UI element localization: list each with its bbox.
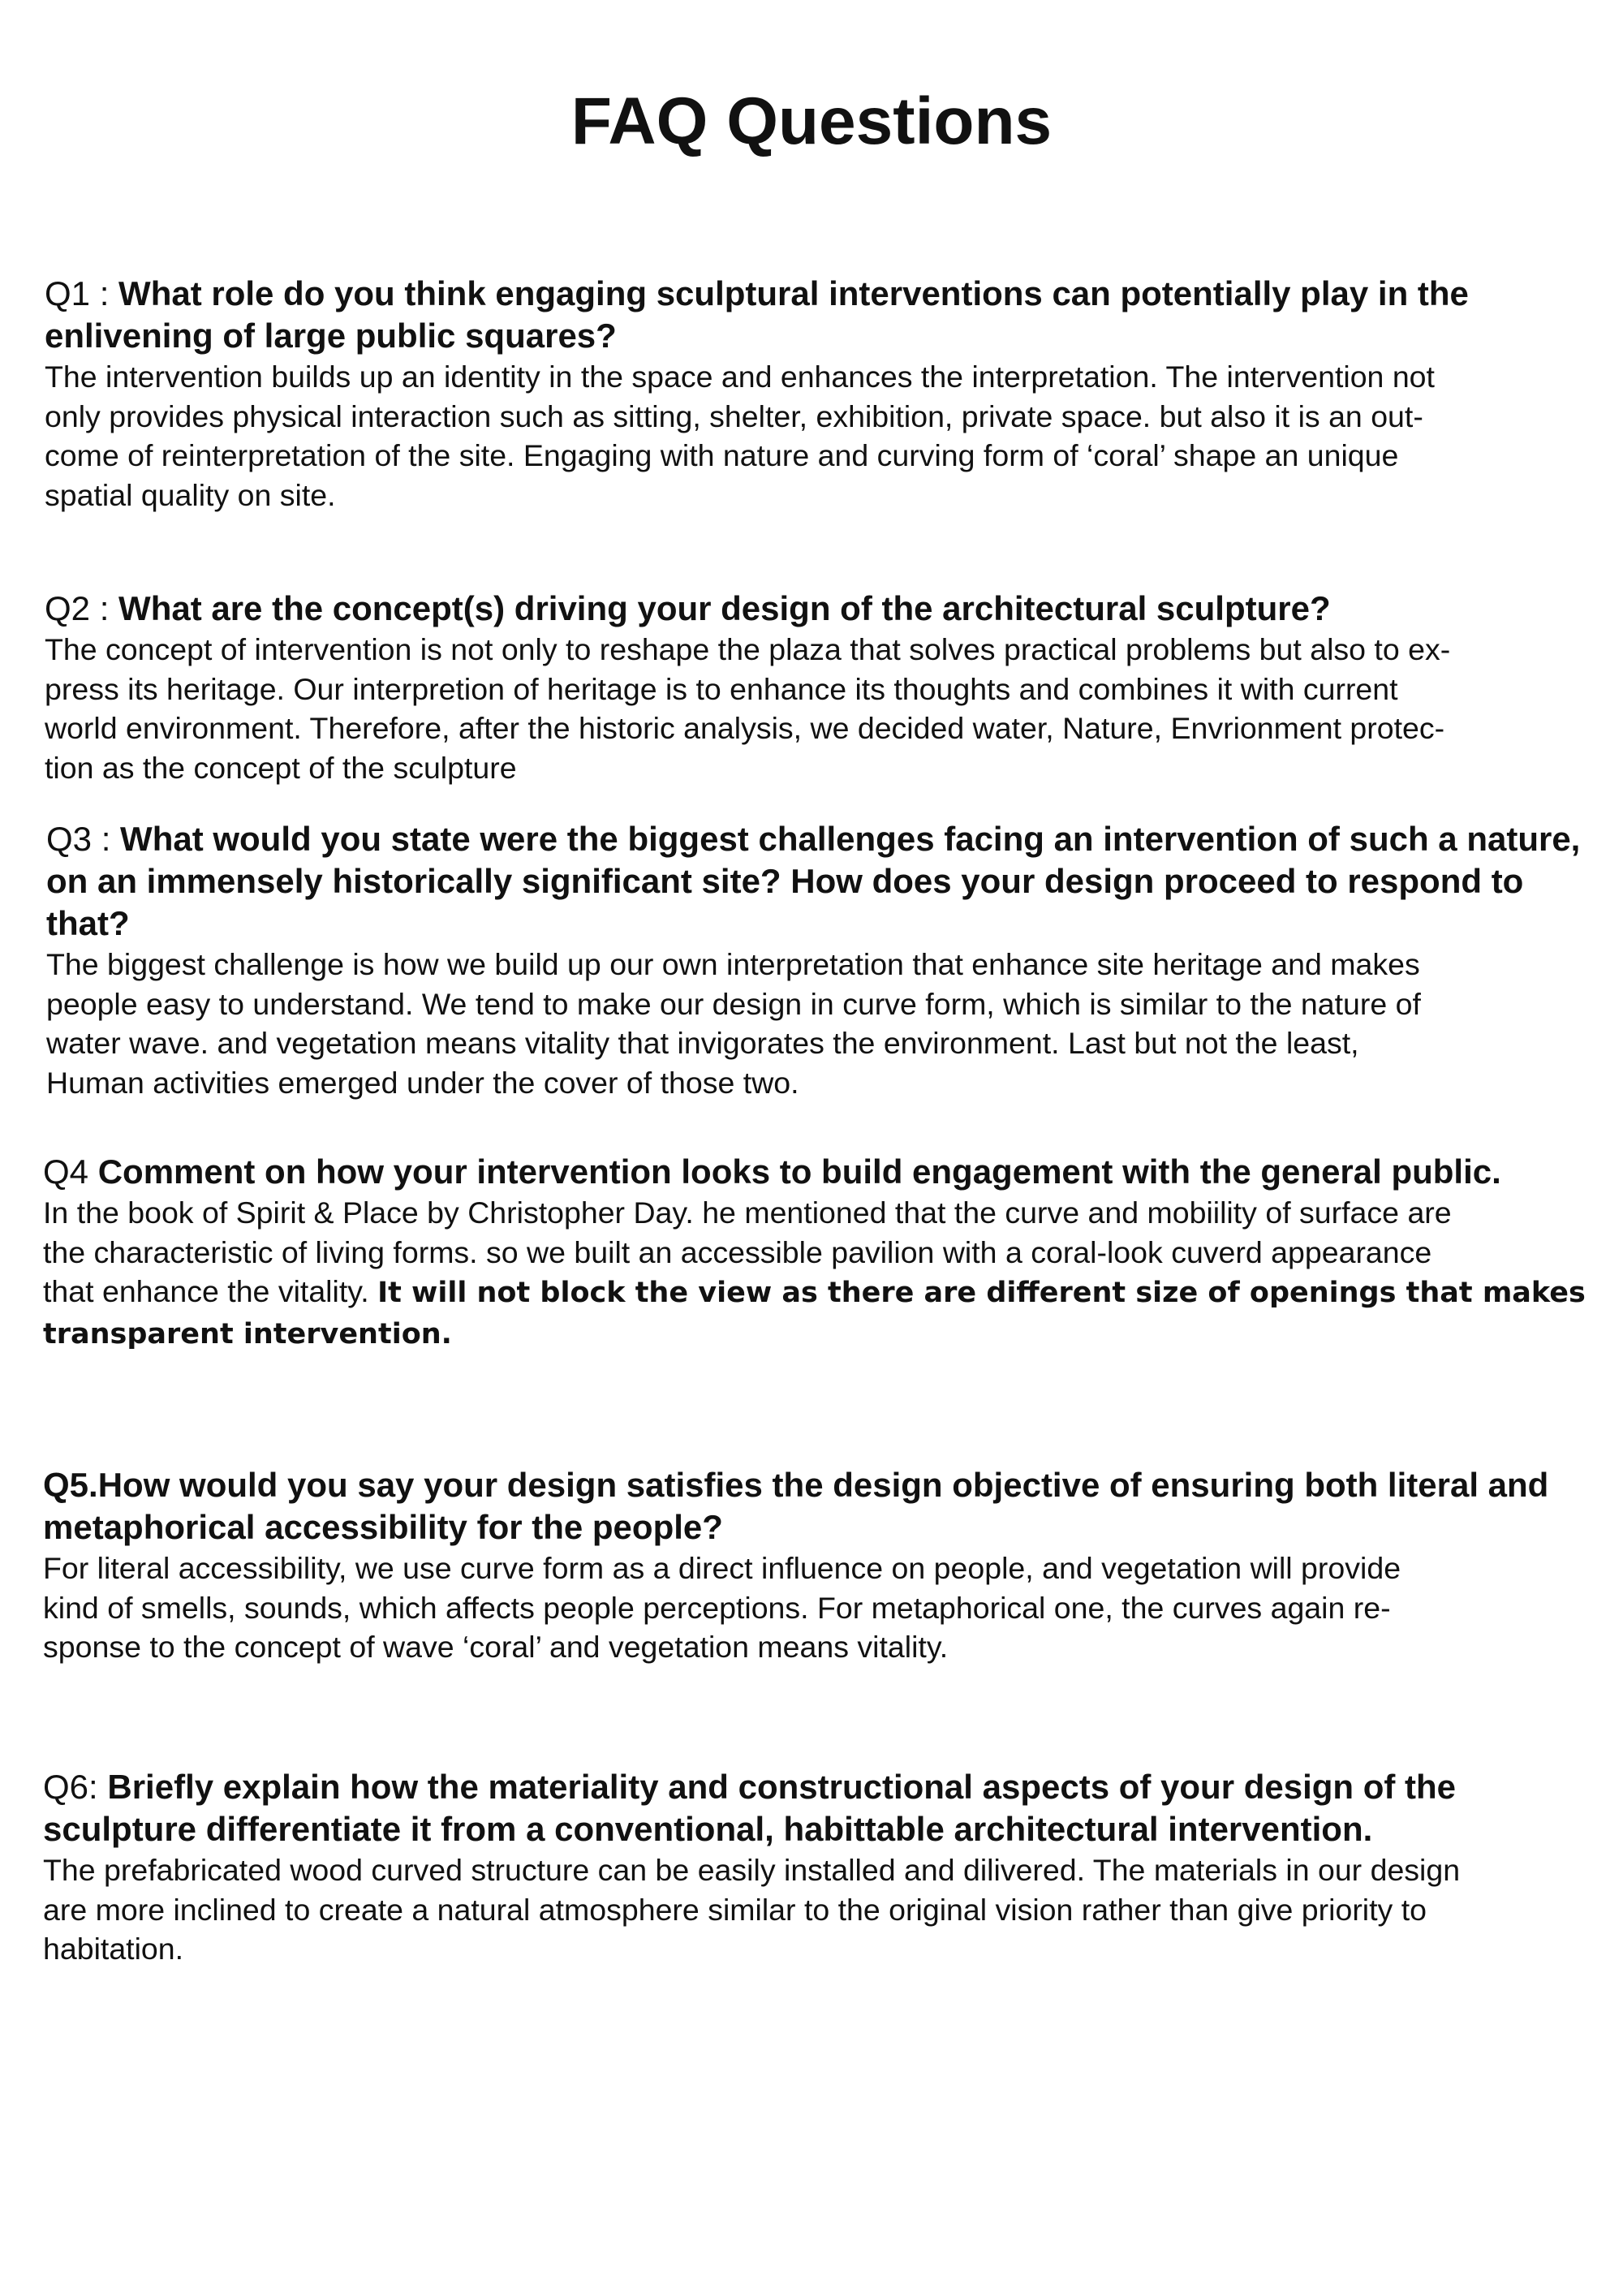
question-text: Briefly explain how the materiality and constructional aspects of your design of the sculpture differentiate it from a conventional, habittable architectural intervention. [43, 1768, 1457, 1848]
answer-line: The biggest challenge is how we build up our own interpretation that enhance site heritage and makes [46, 947, 1420, 981]
question-number: Q3 : [46, 820, 121, 858]
question-text: Comment on how your intervention looks to build engagement with the general public. [97, 1152, 1501, 1191]
answer-line: world environment. Therefore, after the historic analysis, we decided water, Nature, Envrionment protec- [45, 711, 1445, 745]
faq-answer [43, 1850, 1589, 1969]
faq-answer [43, 1549, 1589, 1667]
answer-line: habitation. [43, 1932, 184, 1966]
answer-line: come of reinterpretation of the site. Engaging with nature and curving form of ‘coral’ shape an unique [45, 438, 1399, 472]
question-number: Q5. [43, 1466, 98, 1504]
faq-answer [46, 945, 1592, 1102]
faq-question [45, 273, 1591, 357]
answer-emphasis: It will not block the view as there are different size of openings that makes [377, 1277, 1586, 1309]
answer-line: press its heritage. Our interpretion of heritage is to enhance its thoughts and combines it with current [45, 671, 1398, 706]
question-text: How would you say your design satisfies the design objective of ensuring both literal and metaphorical accessibility for the people? [43, 1466, 1549, 1546]
answer-line: For literal accessibility, we use curve form as a direct influence on people, and vegetation will provide [43, 1551, 1401, 1585]
question-text: What would you state were the biggest challenges facing an intervention of such a nature, on an immensely historically significant site? How does your design proceed to respond to that? [46, 820, 1581, 942]
faq-question [46, 818, 1592, 945]
answer-line: spatial quality on site. [45, 477, 336, 512]
answer-line: only provides physical interaction such as sitting, shelter, exhibition, private space. but also it is an out- [45, 398, 1423, 433]
question-number: Q4 [43, 1152, 98, 1191]
answer-line: the characteristic of living forms. so we built an accessible pavilion with a coral-look cuverd appearance [43, 1234, 1432, 1269]
faq-answer [43, 1193, 1589, 1354]
page-title: FAQ Questions [570, 84, 1053, 158]
faq-answer [45, 357, 1591, 515]
answer-line: people easy to understand. We tend to make our design in curve form, which is similar to the nature of [46, 986, 1421, 1021]
faq-question [43, 1766, 1589, 1850]
answer-line: In the book of Spirit & Place by Christopher Day. he mentioned that the curve and mobiility of surface are [43, 1195, 1452, 1230]
faq-item [43, 1766, 1589, 1969]
faq-item [43, 1464, 1589, 1667]
question-text: What role do you think engaging sculptural interventions can potentially play in the enlivening of large public squares? [45, 274, 1469, 355]
answer-emphasis: transparent intervention. [43, 1317, 452, 1350]
faq-item [43, 1151, 1589, 1354]
answer-line: sponse to the concept of wave ‘coral’ and vegetation means vitality. [43, 1630, 949, 1664]
answer-line: that enhance the vitality. [43, 1274, 378, 1308]
faq-answer [45, 630, 1591, 787]
answer-line: tion as the concept of the sculpture [45, 750, 517, 785]
question-number: Q6: [43, 1768, 108, 1806]
answer-line: Human activities emerged under the cover of those two. [46, 1065, 799, 1100]
answer-line: water wave. and vegetation means vitality that invigorates the environment. Last but not the least, [46, 1026, 1359, 1060]
answer-line: kind of smells, sounds, which affects people perceptions. For metaphorical one, the curves again re- [43, 1590, 1391, 1625]
answer-line: The intervention builds up an identity in the space and enhances the interpretation. The intervention not [45, 360, 1435, 394]
question-number: Q2 : [45, 589, 119, 627]
faq-item [46, 818, 1592, 1102]
faq-question [43, 1464, 1589, 1549]
faq-question [45, 588, 1591, 630]
faq-question [43, 1151, 1589, 1193]
faq-item [45, 588, 1591, 787]
answer-line: The prefabricated wood curved structure can be easily installed and dilivered. The materials in our design [43, 1853, 1461, 1887]
answer-line: The concept of intervention is not only to reshape the plaza that solves practical problems but also to ex- [45, 632, 1451, 666]
answer-line: are more inclined to create a natural atmosphere similar to the original vision rather than give priority to [43, 1892, 1427, 1927]
faq-item [45, 273, 1591, 515]
question-text: What are the concept(s) driving your design of the architectural sculpture? [118, 589, 1331, 627]
question-number: Q1 : [45, 274, 119, 312]
